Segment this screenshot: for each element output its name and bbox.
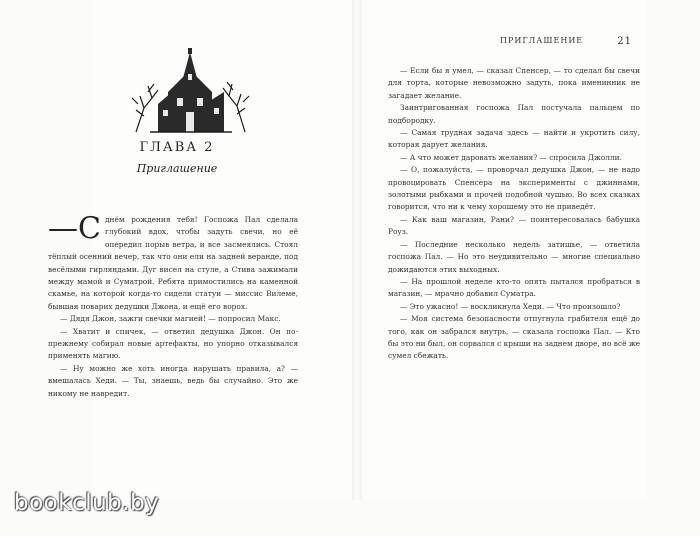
paragraph: — Хватит и спичек, — ответил дедушка Джон. Он по-прежнему собирал новые артефакты, но упорно отказывался применять магию. — [48, 326, 298, 361]
paragraph: — Это ужасно! — воскликнула Хеди. — Что произошло? — [400, 301, 621, 311]
paragraph: — Ну можно же хоть иногда нарушать правила, а? — вмешалась Хеди. — Ты, знаешь, ведь бы случайно. Это же никому не навредит. — [48, 363, 298, 398]
paragraph: — Самая трудная задача здесь — найти и укротить силу, которая дарует желания. — [388, 128, 640, 150]
drop-cap: —С — [48, 211, 101, 246]
paragraph: — О, пожалуйста, — проворчал дедушка Джон, — не надо провоцировать Спенсера на эксперименты с джиннами, золотыми рыбками и прочей подобной чушью. Во всех сказках говорится, что ни к чему хорошему это не приведёт. — [388, 165, 640, 212]
book-gutter — [352, 0, 362, 500]
paragraph: — Моя система безопасности отпугнула грабителя ещё до того, как он забрался внутрь, — сказала госпожа Пал. — Кто бы это ни был, он сорвался с крыши на заднем дворе, но всё же сумел сбежать. — [388, 314, 640, 361]
paragraph: — А что может даровать желания? — спросила Джолли. — [400, 152, 622, 162]
watermark: bookclub.by — [14, 490, 160, 516]
running-head: ПРИГЛАШЕНИЕ — [500, 36, 584, 45]
paragraph: — На прошлой неделе кто-то опять пытался пробраться в магазин, — мрачно добавил Суматра. — [388, 276, 640, 299]
haunted-house-icon — [128, 46, 253, 134]
paragraph: —С днём рождения тебя! Госпожа Пал сделала глубокий вдох, чтобы задуть свечи, но её опередил порыв ветра, и все засмеялись. Стоял тёплый осенний вечер, так что они ели на задней веранде, под весёлыми гирляндами. Дуг висел на стуле, а Стива зажимали между мамой и Суматрой. Ребята примостились на каменной скамье, на которой когда-то сидели статуи — миссис Вилеме, бывшая поварих дедушки Джона, и ещё его ворох. — [48, 211, 298, 311]
paragraph: Заинтригованная госпожа Пал постучала пальцем по подбородку. — [388, 103, 640, 125]
left-page-text — [48, 211, 298, 400]
chapter-title: Приглашение — [136, 162, 218, 175]
paragraph: — Если бы я умел, — сказал Спенсер, — то сделал бы свечи для торта, которые невозможно задуть, пока именинник не загадает желание. — [388, 66, 640, 100]
paragraph: — Последние несколько недель затишье, — ответила госпожа Пал. — Но это неудивительно — многие специально дожидаются этих выходных. — [388, 239, 640, 274]
page-number: 21 — [617, 36, 632, 47]
chapter-number: ГЛАВА 2 — [139, 140, 215, 155]
paragraph: — Дядя Джон, зажги свечки магией! — попросил Макс. — [60, 314, 281, 324]
right-page-text — [388, 65, 640, 363]
paragraph: — Как ваш магазин, Рани? — поинтересовалась бабушка Роуз. — [388, 214, 640, 237]
